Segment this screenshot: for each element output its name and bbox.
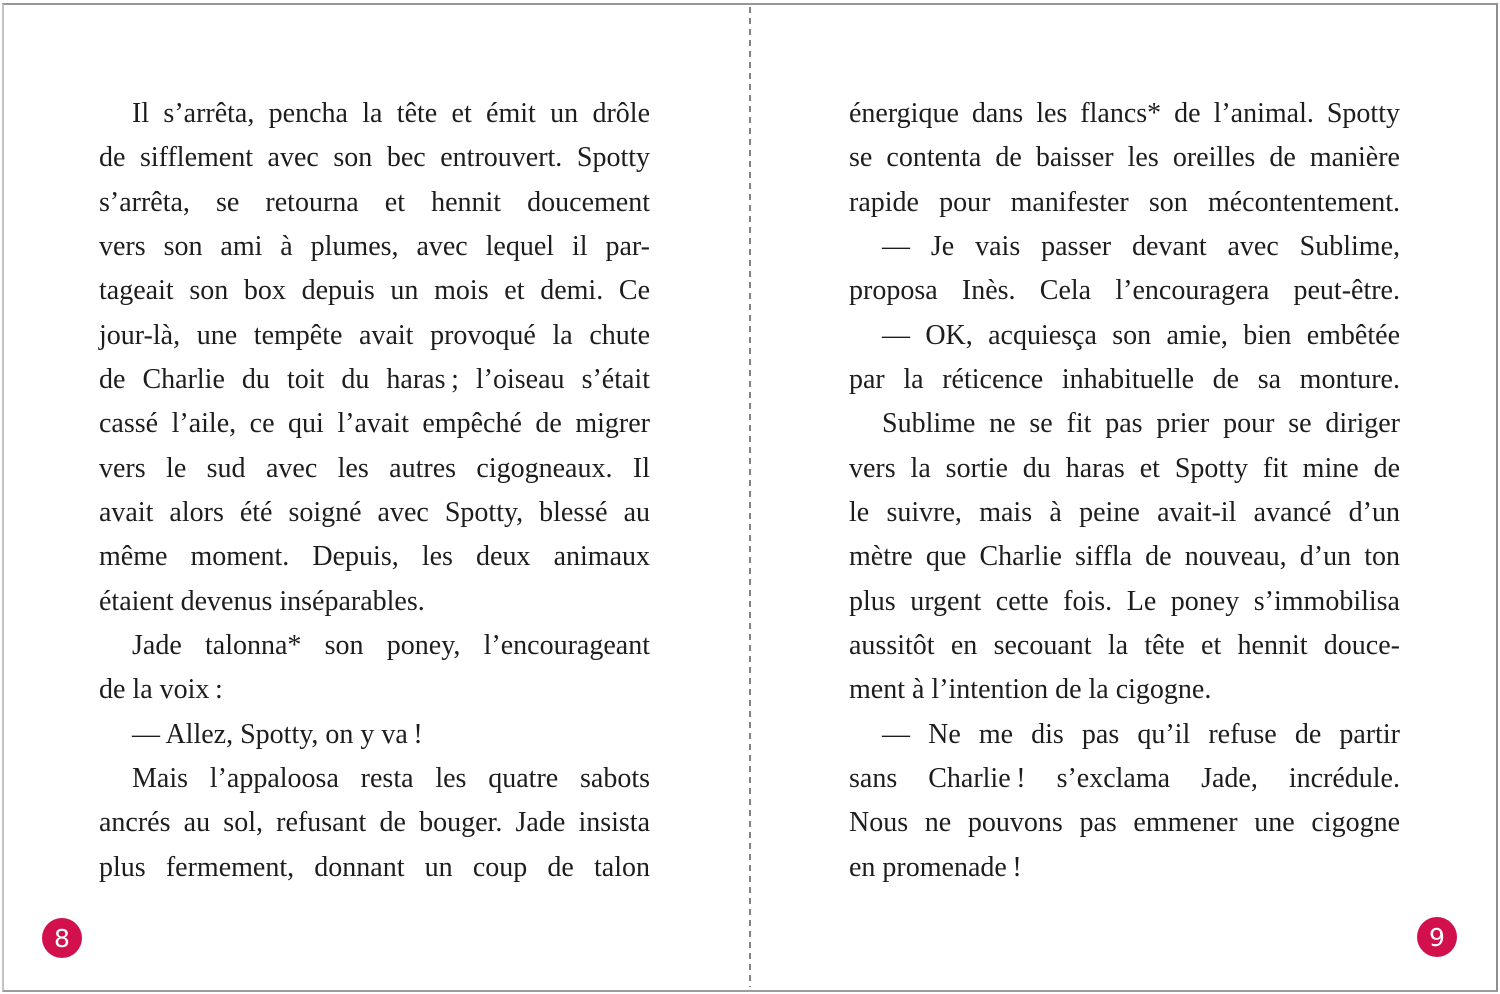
text-line: mètre que Charlie siffla de nouveau, d’un ton	[849, 541, 1400, 573]
text-line: avait alors été soigné avec Spotty, blessé au	[99, 496, 650, 528]
page-number-badge-left	[42, 918, 82, 958]
text-line: le suivre, mais à peine avait-il avancé d’un	[849, 496, 1400, 528]
text-line: vers la sortie du haras et Spotty fit mine de	[849, 452, 1400, 484]
text-line: étaient devenus inséparables.	[99, 585, 425, 617]
text-line: Sublime ne se fit pas prier pour se diriger	[882, 408, 1400, 440]
text-line: sans Charlie ! s’exclama Jade, incrédule.	[849, 762, 1400, 794]
text-line: même moment. Depuis, les deux animaux	[99, 541, 650, 573]
text-line: ancrés au sol, refusant de bouger. Jade insista	[99, 807, 650, 839]
text-line: en promenade !	[849, 851, 1022, 883]
text-line: aussitôt en secouant la tête et hennit douce-	[849, 629, 1400, 661]
text-line: plus fermement, donnant un coup de talon	[99, 851, 650, 883]
page-right-text	[849, 92, 1400, 890]
text-line: cassé l’aile, ce qui l’avait empêché de migrer	[99, 408, 650, 440]
text-line: — OK, acquiesça son amie, bien embêtée	[882, 319, 1400, 351]
text-line: s’arrêta, se retourna et hennit doucement	[99, 186, 650, 218]
center-fold-divider	[749, 7, 751, 987]
text-line: Mais l’appaloosa resta les quatre sabots	[132, 762, 650, 794]
text-line: se contenta de baisser les oreilles de manière	[849, 142, 1400, 174]
text-line: énergique dans les flancs* de l’animal. Spotty	[849, 98, 1400, 129]
page-number-right: 9	[1429, 922, 1445, 952]
text-line: proposa Inès. Cela l’encouragera peut-être.	[849, 275, 1400, 307]
text-line: Jade talonna* son poney, l’encourageant	[132, 629, 650, 661]
text-line: — Allez, Spotty, on y va !	[132, 718, 423, 750]
text-line: par la réticence inhabituelle de sa monture.	[849, 363, 1400, 395]
text-line: ment à l’intention de la cigogne.	[849, 674, 1212, 706]
text-line: de la voix :	[99, 674, 223, 706]
page-number-badge-right	[1417, 917, 1457, 957]
text-line: — Ne me dis pas qu’il refuse de partir	[882, 718, 1400, 750]
text-line: de sifflement avec son bec entrouvert. Spotty	[99, 142, 650, 174]
text-line: de Charlie du toit du haras ; l’oiseau s’était	[99, 363, 650, 395]
text-line: Il s’arrêta, pencha la tête et émit un drôle	[132, 98, 650, 129]
text-line: jour-là, une tempête avait provoqué la chute	[99, 319, 650, 351]
text-line: rapide pour manifester son mécontentement.	[849, 186, 1400, 218]
text-line: — Je vais passer devant avec Sublime,	[882, 230, 1400, 262]
page-number-left: 8	[54, 923, 70, 953]
page-left-text	[99, 92, 650, 890]
text-line: vers son ami à plumes, avec lequel il par-	[99, 230, 650, 262]
text-line: vers le sud avec les autres cigogneaux. Il	[99, 452, 650, 484]
text-line: Nous ne pouvons pas emmener une cigogne	[849, 807, 1400, 839]
text-line: tageait son box depuis un mois et demi. Ce	[99, 275, 650, 307]
text-line: plus urgent cette fois. Le poney s’immobilisa	[849, 585, 1400, 617]
